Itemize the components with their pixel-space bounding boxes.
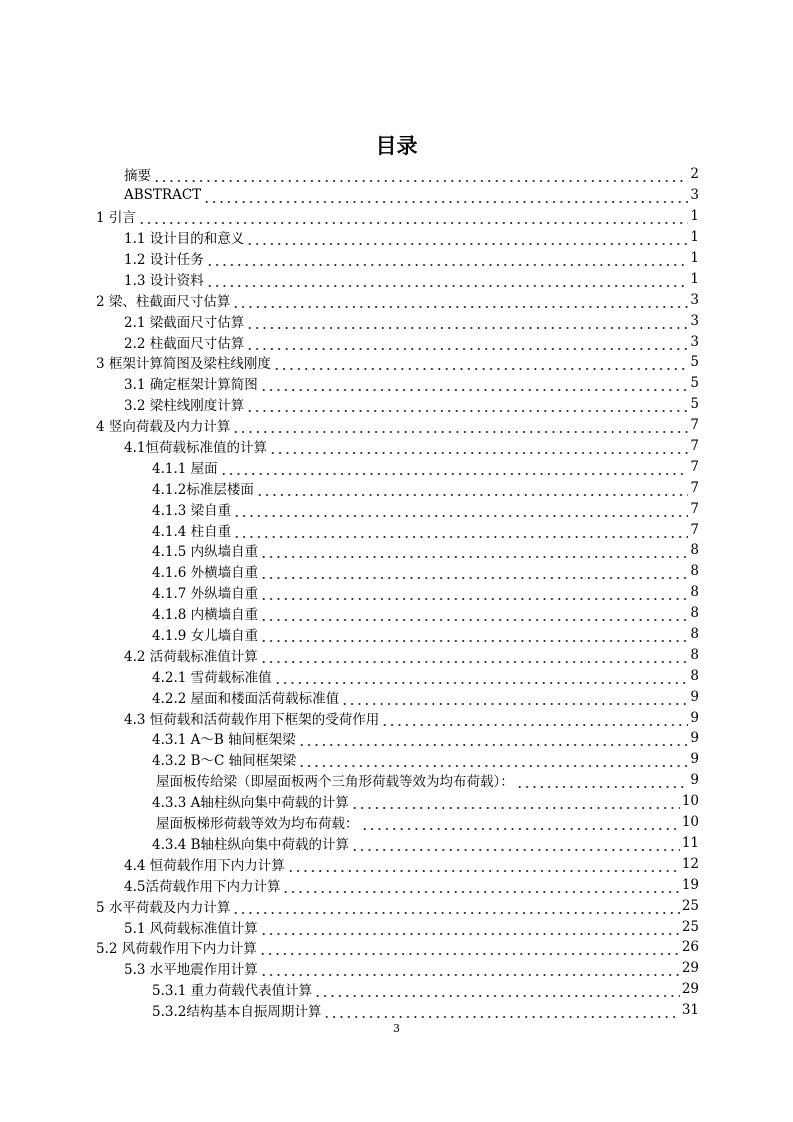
toc-entry[interactable]	[96, 498, 699, 519]
toc-entry-label: 2.1 梁截面尺寸估算	[124, 314, 245, 331]
toc-entry[interactable]	[96, 665, 699, 686]
toc-entry[interactable]	[96, 394, 699, 415]
toc-entry-label: ABSTRACT	[124, 187, 202, 204]
toc-entry-label: 4.1.4 柱自重	[152, 523, 232, 540]
toc-entry-page: 7	[690, 458, 699, 475]
toc-entry[interactable]	[96, 770, 699, 791]
dot-leader	[256, 483, 688, 497]
toc-entry-label: 2 梁、柱截面尺寸估算	[96, 293, 231, 310]
toc-entry-page: 8	[690, 626, 699, 643]
toc-entry-page: 8	[690, 563, 699, 580]
toc-entry[interactable]	[96, 456, 699, 477]
toc-entry-label: 4.3.2 B～C 轴间框架梁	[152, 753, 297, 770]
toc-entry-page: 29	[681, 981, 699, 998]
toc-entry-label: 4.2.1 雪荷载标准值	[152, 669, 272, 686]
toc-entry-page: 25	[681, 918, 699, 935]
toc-entry-page: 5	[690, 375, 699, 392]
dot-leader	[233, 525, 688, 539]
dot-leader	[233, 504, 688, 518]
toc-entry-label: 4.1恒荷载标准值的计算	[124, 440, 267, 457]
dot-leader	[206, 253, 688, 267]
toc-entry-label: 3.2 梁柱线刚度计算	[124, 398, 245, 415]
dot-leader	[287, 859, 680, 873]
toc-entry-label: 5.2 风荷载作用下内力计算	[96, 941, 257, 958]
toc-entry[interactable]	[96, 979, 699, 1000]
toc-entry-page: 9	[690, 772, 699, 789]
toc-entry[interactable]	[96, 853, 699, 874]
toc-entry-label: 4.3.1 A～B 轴间框架梁	[152, 732, 296, 749]
toc-entry[interactable]	[96, 310, 699, 331]
dot-leader	[246, 232, 688, 246]
dot-leader	[314, 984, 680, 998]
toc-entry-page: 10	[681, 814, 699, 831]
dot-leader	[351, 838, 680, 852]
toc-entry-page: 8	[690, 542, 699, 559]
toc-entry-page: 3	[690, 312, 699, 329]
toc-entry-page: 26	[681, 939, 699, 956]
dot-leader	[361, 817, 680, 831]
toc-entry[interactable]	[96, 248, 699, 269]
toc-entry-page: 7	[690, 521, 699, 538]
toc-entry-page: 3	[690, 333, 699, 350]
toc-entry-page: 2	[690, 166, 699, 183]
dot-leader	[260, 629, 688, 643]
toc-entry-page: 9	[690, 730, 699, 747]
dot-leader	[260, 566, 688, 580]
toc-entry-label: 4.1.1 屋面	[152, 460, 218, 477]
dot-leader	[260, 650, 688, 664]
toc-entry-label: 4.1.3 梁自重	[152, 502, 232, 519]
dot-leader	[516, 775, 688, 789]
toc-entry[interactable]	[96, 874, 699, 895]
dot-leader	[269, 441, 688, 455]
dot-leader	[246, 316, 688, 330]
toc-entry-page: 5	[690, 396, 699, 413]
toc-entry-label: 3.1 确定框架计算简图	[124, 377, 258, 394]
toc-entry[interactable]	[96, 895, 699, 916]
toc-entry[interactable]	[96, 916, 699, 937]
toc-entry-label: 4.3.4 B轴柱纵向集中荷载的计算	[152, 836, 350, 853]
toc-entry-label: 1 引言	[96, 210, 136, 227]
toc-entry[interactable]	[96, 791, 699, 812]
dot-leader	[153, 169, 688, 183]
toc-entry[interactable]	[96, 833, 699, 854]
toc-entry-label: 屋面板梯形荷载等效为均布荷载：	[156, 816, 359, 833]
toc-entry-page: 7	[690, 500, 699, 517]
toc-entry[interactable]	[96, 624, 699, 645]
dot-leader	[260, 608, 688, 622]
toc-entry-label: 4.1.8 内横墙自重	[152, 607, 259, 624]
toc-entry-label: 1.3 设计资料	[124, 272, 204, 289]
toc-entry-label: 4.5活荷载作用下内力计算	[124, 878, 281, 895]
toc-entry-page: 29	[681, 960, 699, 977]
dot-leader	[260, 378, 688, 392]
toc-entry-label: 4.3.3 A轴柱纵向集中荷载的计算	[152, 795, 349, 812]
toc-entry[interactable]	[96, 185, 699, 206]
toc-entry-label: 5.3.1 重力荷载代表值计算	[152, 983, 313, 1000]
page-number: 3	[393, 1022, 400, 1035]
toc-entry-page: 9	[690, 751, 699, 768]
toc-entry-page: 12	[681, 855, 699, 872]
toc-entry-page: 7	[690, 479, 699, 496]
table-of-contents	[96, 164, 699, 1021]
toc-entry-label: 3 框架计算简图及梁柱线刚度	[96, 356, 271, 373]
dot-leader	[298, 733, 688, 747]
toc-entry-label: 2.2 柱截面尺寸估算	[124, 335, 245, 352]
toc-entry-page: 8	[690, 584, 699, 601]
toc-entry-label: 4.1.9 女儿墙自重	[152, 628, 259, 645]
toc-entry[interactable]	[96, 958, 699, 979]
toc-entry-page: 8	[690, 605, 699, 622]
dot-leader	[138, 211, 688, 225]
toc-entry-label: 4.1.2标准层楼面	[152, 481, 254, 498]
toc-entry-label: 4.1.6 外横墙自重	[152, 565, 259, 582]
dot-leader	[260, 545, 688, 559]
toc-entry-label: 1.2 设计任务	[124, 252, 204, 268]
dot-leader	[232, 901, 679, 915]
toc-entry[interactable]	[96, 331, 699, 352]
dot-leader	[260, 587, 688, 601]
toc-entry-label: 4.2 活荷载标准值计算	[124, 648, 258, 665]
dot-leader	[298, 754, 688, 768]
dot-leader	[381, 713, 688, 727]
toc-entry[interactable]	[96, 352, 699, 373]
dot-leader	[259, 942, 680, 956]
dot-leader	[260, 922, 680, 936]
toc-entry[interactable]	[96, 707, 699, 728]
toc-entry-label: 1.1 设计目的和意义	[124, 231, 245, 248]
toc-entry-page: 9	[690, 709, 699, 726]
toc-entry-page: 3	[690, 291, 699, 308]
toc-entry-label: 5.3 水平地震作用计算	[124, 962, 258, 979]
toc-entry-page: 19	[681, 876, 699, 893]
toc-entry-label: 屋面板传给梁（即屋面板两个三角形荷载等效为均布荷载）：	[156, 774, 514, 791]
toc-entry[interactable]	[96, 373, 699, 394]
toc-entry[interactable]	[96, 603, 699, 624]
dot-leader	[206, 274, 688, 288]
toc-entry[interactable]	[96, 477, 699, 498]
dot-leader	[274, 671, 688, 685]
toc-entry[interactable]	[96, 561, 699, 582]
dot-leader	[323, 1005, 679, 1019]
toc-entry-page: 7	[690, 417, 699, 434]
toc-entry-page: 10	[681, 793, 699, 810]
toc-entry-label: 4.1.5 内纵墙自重	[152, 544, 259, 561]
toc-entry-page: 1	[690, 208, 699, 225]
toc-entry[interactable]	[96, 289, 699, 310]
toc-entry[interactable]	[96, 644, 699, 665]
toc-entry[interactable]	[96, 227, 699, 248]
toc-entry[interactable]	[96, 728, 699, 749]
toc-entry[interactable]	[96, 519, 699, 540]
toc-entry-page: 31	[681, 1002, 699, 1019]
dot-leader	[246, 399, 688, 413]
toc-entry-label: 4.1.7 外纵墙自重	[152, 586, 259, 603]
dot-leader	[203, 190, 688, 204]
dot-leader	[341, 692, 688, 706]
toc-entry-label: 5.3.2结构基本自振周期计算	[152, 1004, 322, 1021]
toc-title: 目录	[375, 134, 418, 158]
toc-entry-label: 摘要	[124, 168, 151, 185]
toc-entry[interactable]	[96, 937, 699, 958]
toc-entry[interactable]	[96, 540, 699, 561]
toc-entry[interactable]	[96, 582, 699, 603]
toc-entry-page: 8	[690, 646, 699, 663]
toc-entry-page: 3	[690, 187, 699, 204]
toc-entry[interactable]	[96, 415, 699, 436]
toc-entry-page: 9	[690, 688, 699, 705]
toc-entry[interactable]	[96, 1000, 699, 1021]
toc-entry[interactable]	[96, 436, 699, 457]
toc-entry[interactable]	[96, 164, 699, 185]
toc-entry-page: 11	[681, 834, 699, 851]
toc-entry-page: 5	[690, 354, 699, 371]
dot-leader	[273, 357, 688, 371]
toc-entry-page: 1	[690, 250, 699, 266]
toc-entry-page: 25	[681, 897, 699, 914]
toc-entry-label: 4 竖向荷载及内力计算	[96, 419, 231, 436]
toc-entry-label: 4.3 恒荷载和活荷载作用下框架的受荷作用	[124, 711, 380, 728]
toc-entry-page: 7	[690, 438, 699, 455]
dot-leader	[232, 295, 688, 309]
toc-entry[interactable]	[96, 749, 699, 770]
toc-entry-page: 1	[690, 229, 699, 246]
dot-leader	[232, 420, 688, 434]
toc-entry-page: 1	[690, 270, 699, 287]
toc-entry-label: 5.1 风荷载标准值计算	[124, 920, 258, 937]
toc-entry-label: 4.2.2 屋面和楼面活荷载标准值	[152, 690, 340, 707]
dot-leader	[260, 963, 680, 977]
toc-entry[interactable]	[96, 812, 699, 833]
dot-leader	[351, 796, 680, 810]
dot-leader	[220, 462, 688, 476]
toc-entry[interactable]	[96, 686, 699, 707]
toc-entry-page: 8	[690, 667, 699, 684]
toc-entry[interactable]	[96, 268, 699, 289]
toc-entry-label: 4.4 恒荷载作用下内力计算	[124, 857, 285, 874]
toc-entry[interactable]	[96, 206, 699, 227]
toc-entry-label: 5 水平荷载及内力计算	[96, 899, 231, 916]
dot-leader	[282, 880, 679, 894]
dot-leader	[246, 337, 688, 351]
